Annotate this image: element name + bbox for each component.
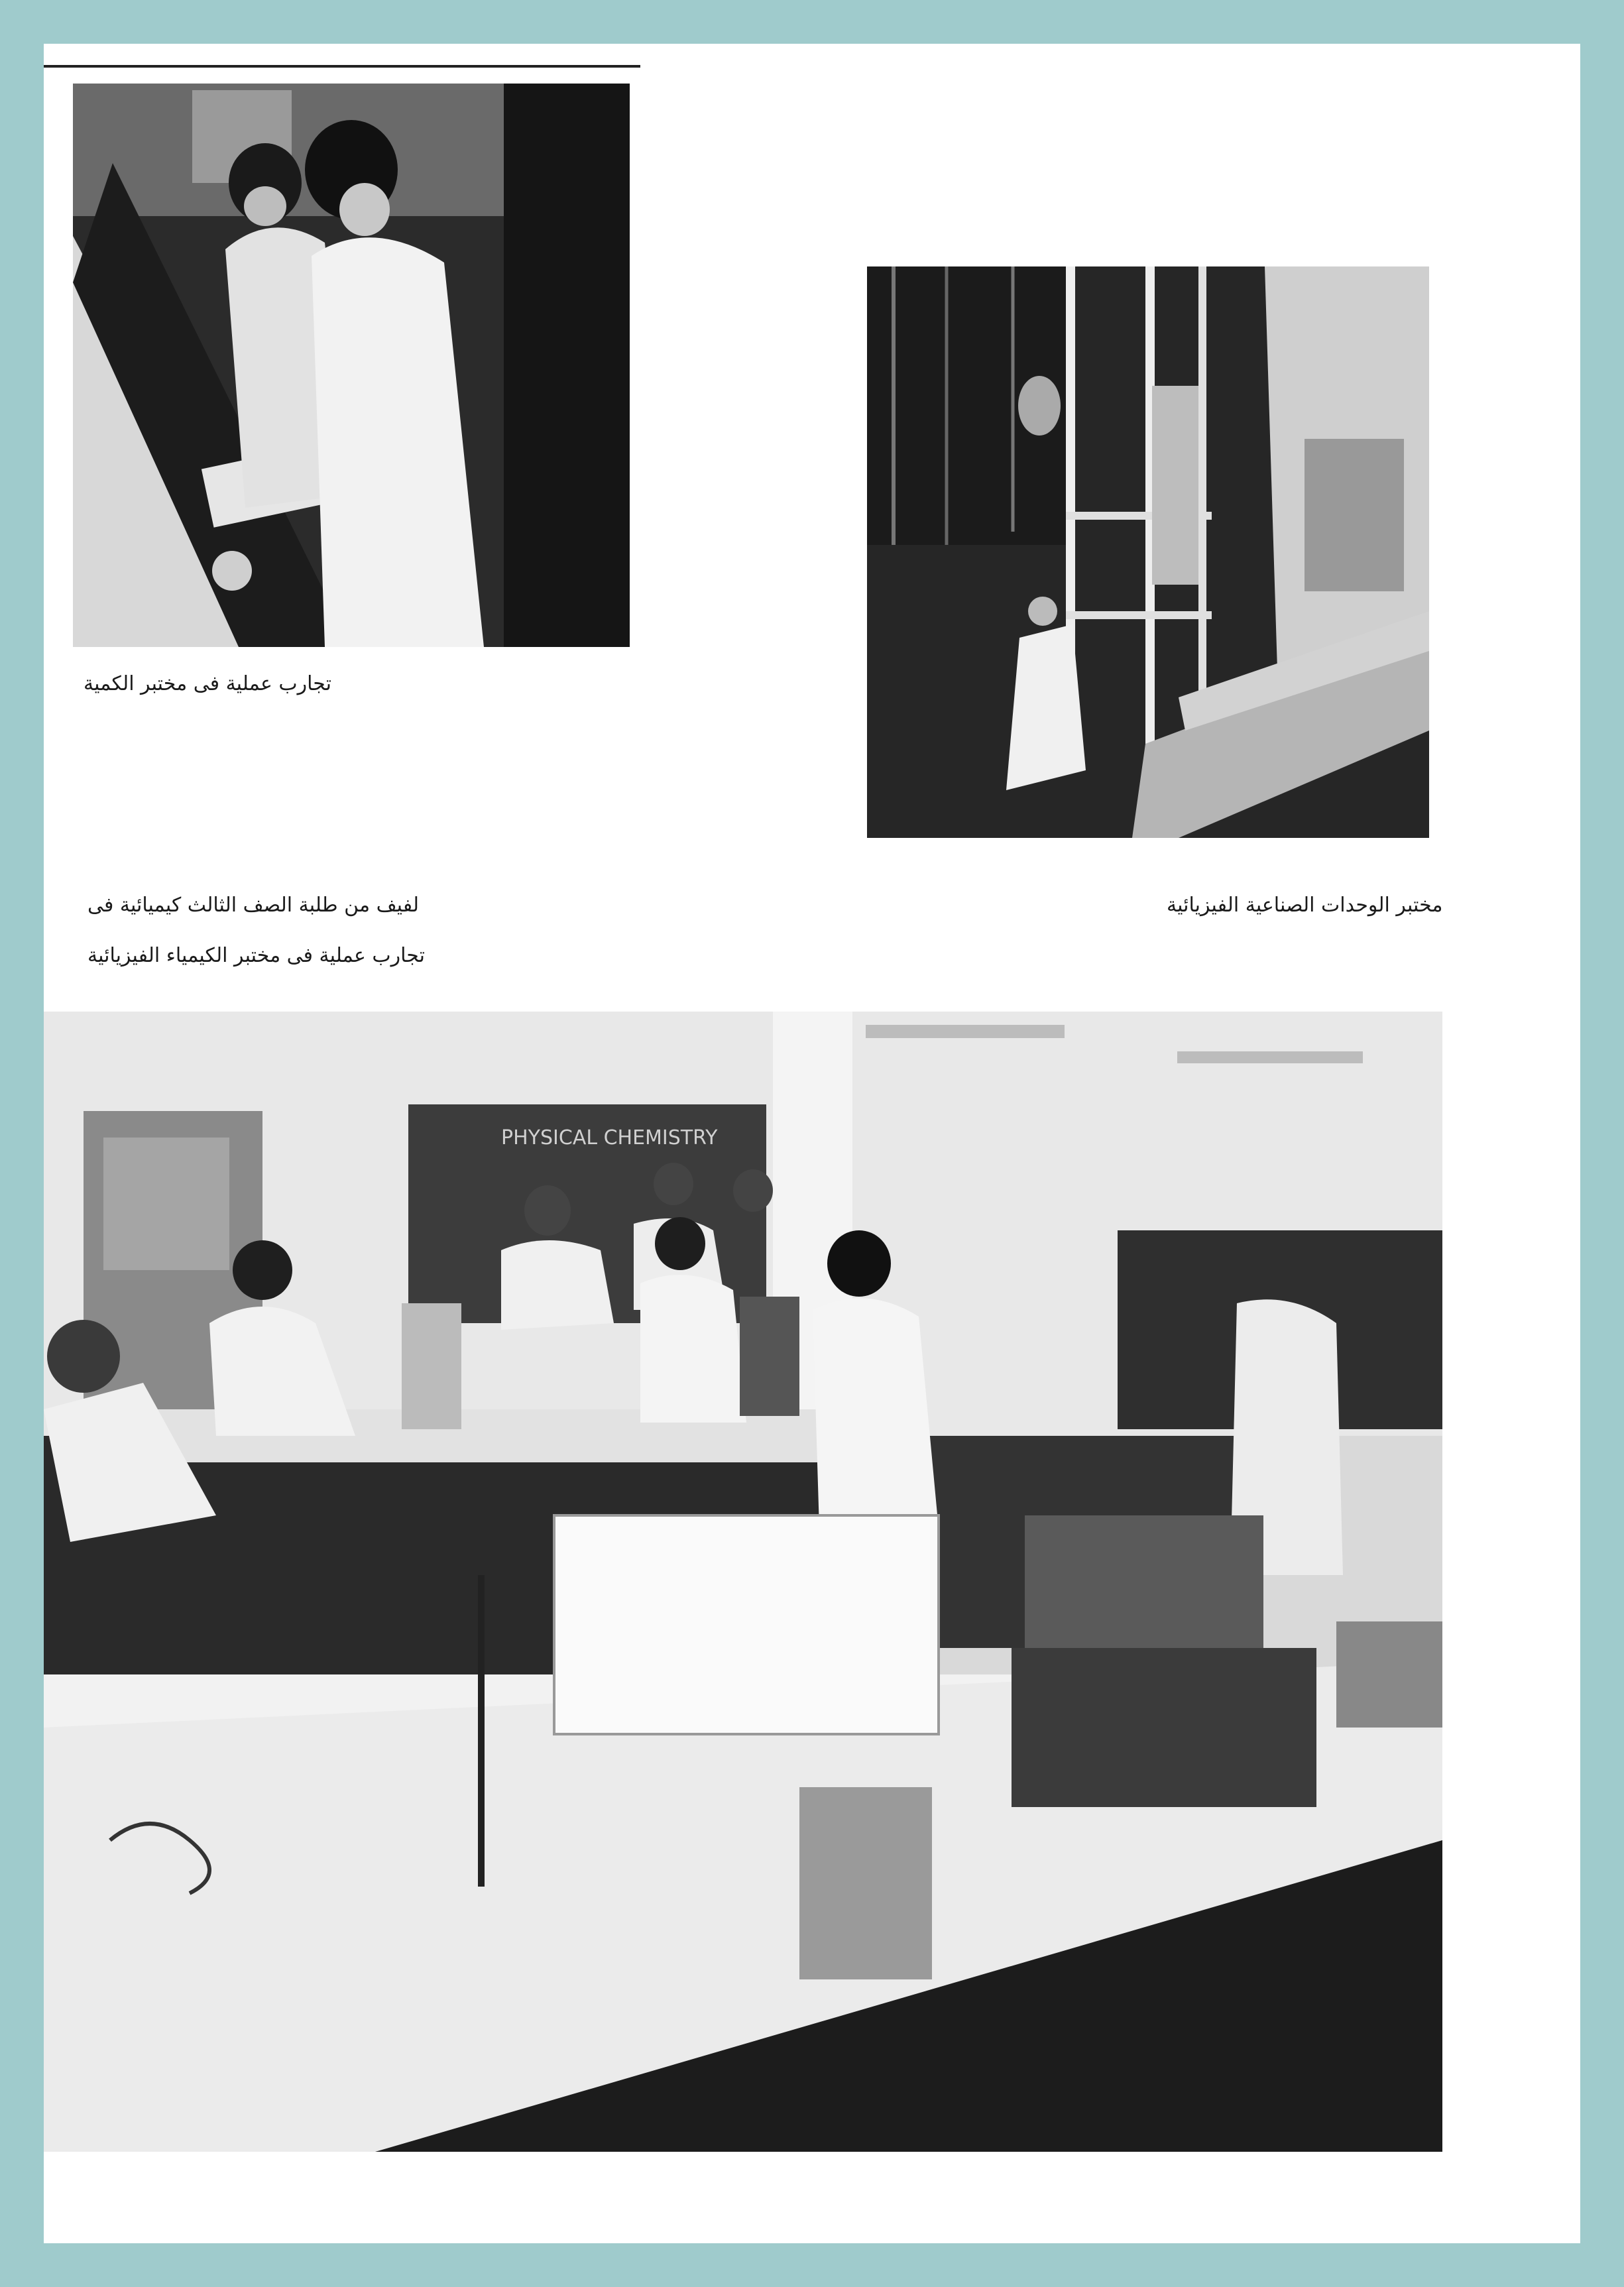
caption-physical-chemistry-line1: لفيف من طلبة الصف الثالث كيميائية فى	[87, 894, 420, 917]
caption-industrial-units-lab: مختبر الوحدات الصناعية الفيزيائية	[1167, 894, 1443, 917]
photo-industrial-units-lab	[867, 266, 1429, 838]
photo-chemistry-lab	[73, 84, 630, 647]
photo-physical-chemistry-lab	[44, 1012, 1442, 2152]
chalkboard-label: PHYSICAL CHEMISTRY	[501, 1126, 718, 1149]
top-rule	[44, 65, 640, 68]
document-page	[44, 44, 1580, 2243]
caption-physical-chemistry-line2: تجارب عملية فى مختبر الكيمياء الفيزيائية	[87, 944, 425, 967]
caption-chemistry-lab: تجارب عملية فى مختبر الكمية	[84, 672, 332, 695]
